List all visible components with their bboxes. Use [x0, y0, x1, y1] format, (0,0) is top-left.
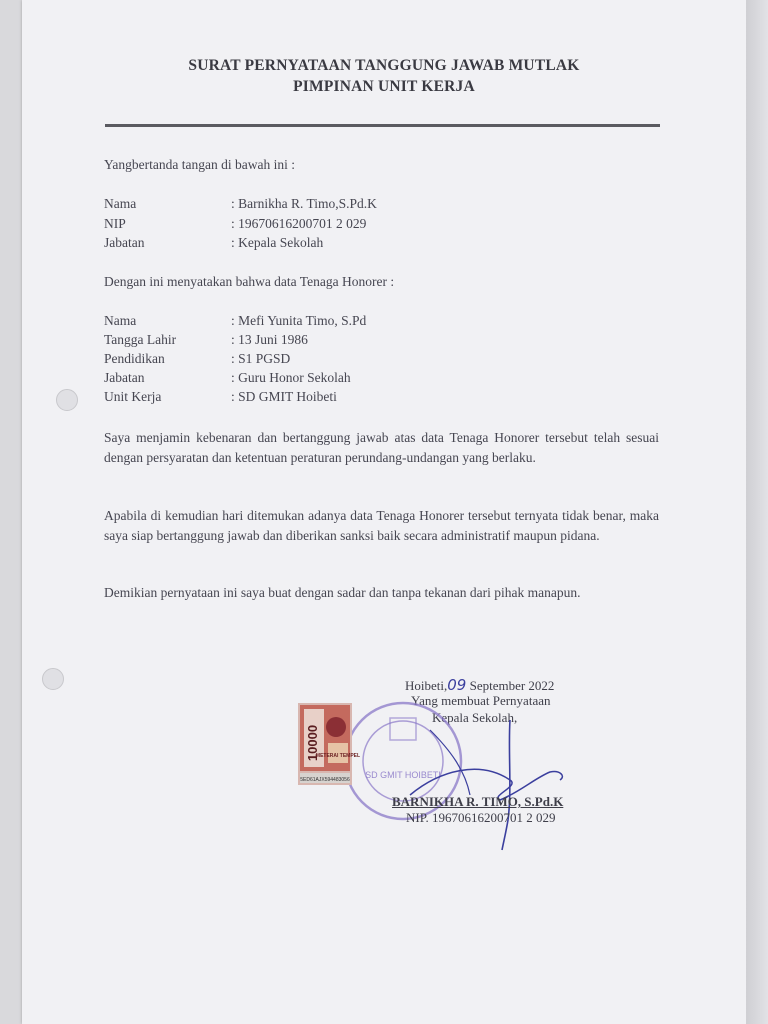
honorer-name-value: : Mefi Yunita Timo, S.Pd	[231, 313, 367, 328]
signer-nip-value: : 19670616200701 2 029	[231, 216, 367, 231]
honorer-education-label: Pendidikan	[104, 351, 165, 366]
honorer-unit-label: Unit Kerja	[104, 389, 162, 404]
honorer-birthdate-label: Tangga Lahir	[104, 332, 177, 347]
punch-hole	[56, 389, 78, 411]
signer-nip-label: NIP	[104, 216, 126, 231]
intro-text: Yangbertanda tangan di bawah ini :	[104, 157, 295, 172]
header-divider	[105, 124, 660, 127]
document-title-line1: SURAT PERNYATAAN TANGGUNG JAWAB MUTLAK	[188, 57, 580, 74]
signer-name-value: : Barnikha R. Timo,S.Pd.K	[231, 196, 377, 211]
paragraph-closing: Demikian pernyataan ini saya buat dengan sadar dan tanpa tekanan dari pihak manapun.	[104, 585, 581, 600]
position-text: Kepala Sekolah,	[432, 710, 518, 725]
honorer-birthdate-value: : 13 Juni 1986	[231, 332, 308, 347]
made-by-text: Yang membuat Pernyataan	[411, 693, 551, 708]
honorer-position-label: Jabatan	[104, 370, 145, 385]
punch-hole	[42, 668, 64, 690]
handwritten-day: 09	[447, 676, 467, 694]
signer-name: BARNIKHA R. TIMO, S.Pd.K	[392, 794, 564, 809]
honorer-unit-value: : SD GMIT Hoibeti	[231, 389, 337, 404]
honorer-education-value: : S1 PGSD	[231, 351, 291, 366]
stamp-text: METERAI TEMPEL	[315, 753, 361, 759]
signer-position-value: : Kepala Sekolah	[231, 235, 324, 250]
paragraph-consequence: Apabila di kemudian hari ditemukan adanya data Tenaga Honorer tersebut ternyata tidak benar, maka saya siap bertanggung jawab dan diberikan sanksi baik secara administratif maupun pidana.	[104, 508, 659, 543]
meterai-stamp-icon	[298, 703, 361, 785]
stamp-serial: 5ED61AJX594483056	[300, 777, 350, 783]
stamp-amount: 10000	[305, 724, 320, 762]
month-year: September 2022	[466, 678, 555, 693]
signer-position-label: Jabatan	[104, 235, 145, 250]
statement-intro: Dengan ini menyatakan bahwa data Tenaga Honorer :	[104, 274, 395, 289]
signer-nip: NIP. 19670616200701 2 029	[406, 810, 556, 825]
handwritten-signature	[370, 700, 590, 860]
honorer-position-value: : Guru Honor Sekolah	[231, 370, 351, 385]
place-label: Hoibeti,	[405, 678, 448, 693]
place-date	[405, 676, 554, 694]
seal-text: SD GMIT HOIBETI	[365, 770, 441, 780]
honorer-name-label: Nama	[104, 313, 137, 328]
scan-edge	[746, 0, 768, 1024]
paragraph-guarantee: Saya menjamin kebenaran dan bertanggung jawab atas data Tenaga Honorer tersebut telah sesuai dengan persyaratan dan ketentuan peraturan perundang-undangan yang berlaku.	[104, 430, 659, 465]
signer-name-label: Nama	[104, 196, 137, 211]
document-title-line2: PIMPINAN UNIT KERJA	[293, 78, 475, 95]
